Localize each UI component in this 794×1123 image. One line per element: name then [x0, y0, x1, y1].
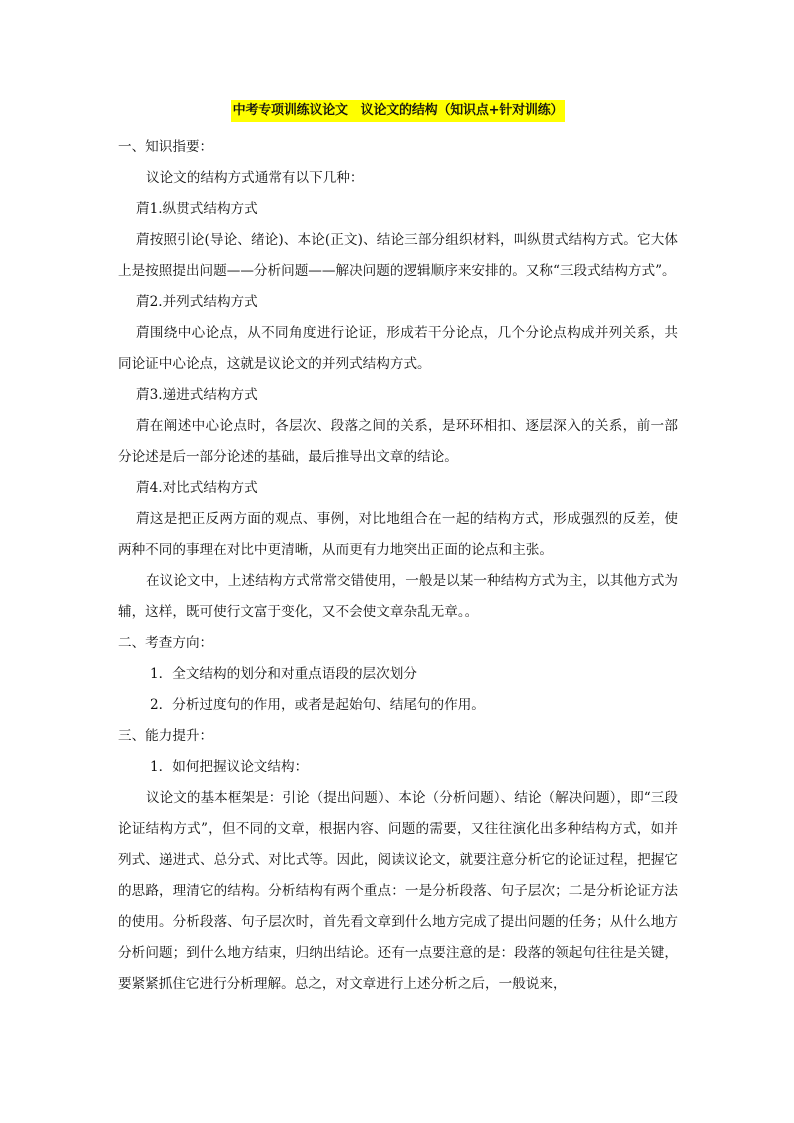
item-1-heading: 菺1.纵贯式结构方式 — [136, 201, 258, 217]
item-2-body: 菺围绕中心论点，从不同角度进行论证，形成若干分论点，几个分论点构成并列关系，共同论证中心论点，这就是议论文的并列式结构方式。 — [118, 325, 678, 372]
item-4-body: 菺这是把正反两方面的观点、事例，对比地组合在一起的结构方式，形成强烈的反差，使两种不同的事理在对比中更清晰，从而更有力地突出正面的论点和主张。 — [118, 511, 678, 558]
item-1-body: 菺按照引论(导论、绪论)、本论(正文)、结论三部分组织材料，叫纵贯式结构方式。它大体上是按照提出问题——分析问题——解决问题的逻辑顺序来安排的。又称“三段式结构方式”。 — [118, 232, 678, 279]
section-2-item-2: 2．分析过度句的作用，或者是起始句、结尾句的作用。 — [150, 697, 485, 713]
section-3-item-1: 1．如何把握议论文结构： — [150, 759, 309, 775]
section-heading-1: 一、知识指要： — [118, 139, 214, 155]
section-heading-2: 二、考查方向： — [118, 635, 214, 651]
title-wrap — [118, 98, 678, 122]
section-3-body: 议论文的基本框架是：引论（提出问题）、本论（分析问题）、结论（解决问题），即“三段论证结构方式”，但不同的文章，根据内容、问题的需要，又往往演化出多种结构方式，如并列式、递进式、总分式、对比式等。因此，阅读议论文，就要注意分析它的论证过程，把握它的思路，理清它的结构。分析结构有两个重点：一是分析段落、句子层次；二是分析论证方法的使用。分析段落、句子层次时，首先看文章到什么地方完成了提出问题的任务；从什么地方分析问题；到什么地方结束，归纳出结论。还有一点要注意的是：段落的领起句往往是关键，要紧紧抓住它进行分析理解。总之，对文章进行上述分析之后，一般说来， — [118, 790, 678, 992]
document-page — [118, 98, 678, 1000]
section-2-item-1: 1．全文结构的划分和对重点语段的层次划分 — [150, 666, 417, 682]
item-2-heading: 菺2.并列式结构方式 — [136, 294, 258, 310]
summary-paragraph: 在议论文中，上述结构方式常常交错使用，一般是以某一种结构方式为主，以其他方式为辅，这样，既可使行文富于变化，又不会使文章杂乱无章。。 — [118, 573, 678, 620]
item-3-body: 菺在阐述中心论点时，各层次、段落之间的关系，是环环相扣、逐层深入的关系，前一部分论述是后一部分论述的基础，最后推导出文章的结论。 — [118, 418, 678, 465]
intro-line: 议论文的结构方式通常有以下几种： — [146, 170, 364, 186]
item-4-heading: 菺4.对比式结构方式 — [136, 480, 258, 496]
section-heading-3: 三、能力提升： — [118, 728, 214, 744]
item-3-heading: 菺3.递进式结构方式 — [136, 387, 258, 403]
document-title: 中考专项训练议论文 议论文的结构（知识点+针对训练） — [231, 100, 566, 122]
